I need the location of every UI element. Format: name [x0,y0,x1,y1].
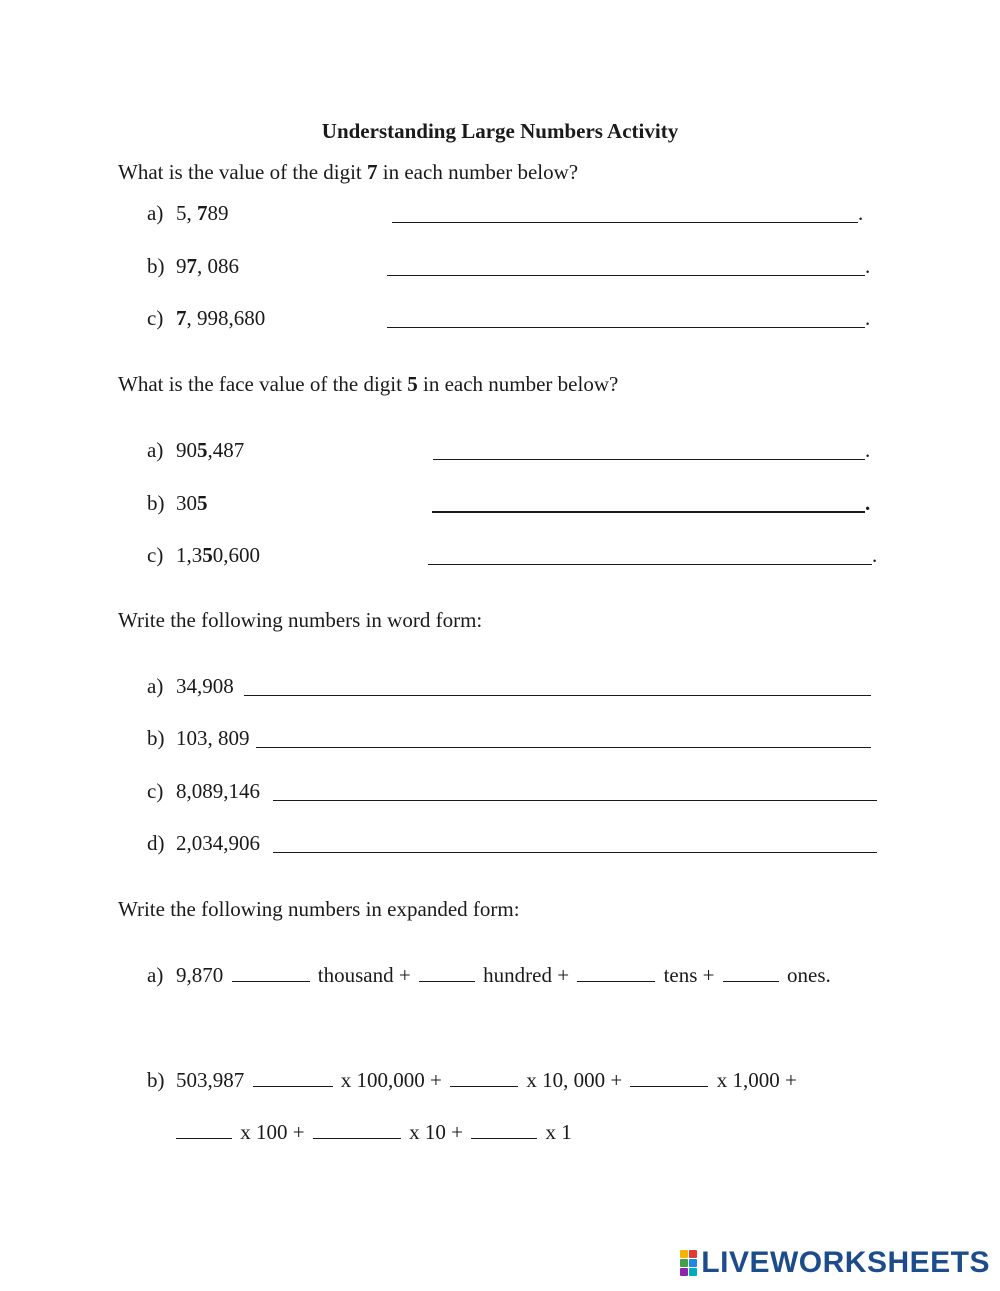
logo-block [680,1268,688,1276]
logo-block [680,1250,688,1258]
answer-line[interactable] [256,747,871,748]
page-title: Understanding Large Numbers Activity [321,119,679,143]
blank-tens[interactable] [577,980,655,982]
number-value: 8,089,146 [176,779,260,803]
item-label: a) [147,201,164,225]
period: . [865,254,871,278]
answer-line[interactable] [392,222,858,223]
answer-line[interactable] [433,459,865,460]
number-value: 905,487 [176,438,245,462]
number-value: 34,908 [176,674,234,698]
logo-block [689,1259,697,1267]
number-value: 1,350,600 [176,543,260,567]
blank-hundreds[interactable] [419,980,475,982]
period: . [872,543,878,567]
number-value: 305 [176,491,208,515]
number-value: 103, 809 [176,726,250,750]
answer-line[interactable] [387,275,865,276]
item-label: b) [147,726,165,750]
question-expanded-form: Write the following numbers in expanded form: [118,897,520,921]
blank-thousands[interactable] [630,1085,708,1087]
period: . [865,438,871,462]
number-value: 7, 998,680 [176,306,266,330]
blank-thousands[interactable] [232,980,310,982]
item-label: b) [147,491,165,515]
period: . [865,491,871,515]
number-value: 503,987 [176,1068,245,1092]
answer-line[interactable] [428,564,872,565]
item-label: a) [147,438,164,462]
item-label: c) [147,306,164,330]
number-value: 97, 086 [176,254,239,278]
item-label: c) [147,543,164,567]
logo-block [689,1268,697,1276]
period: . [865,306,871,330]
expanded-form-row-a: 9,870 thousand + hundred + tens + ones. [176,963,831,987]
logo-block [689,1250,697,1258]
expanded-form-row-b: 503,987 x 100,000 + x 10, 000 + x 1,000 + [176,1068,797,1092]
blank-ones[interactable] [471,1137,537,1139]
answer-line[interactable] [273,852,877,853]
logo-blocks-icon [680,1250,697,1276]
blank-hundreds[interactable] [176,1137,232,1139]
number-value: 5, 789 [176,201,229,225]
item-label: b) [147,1068,165,1092]
item-label: b) [147,254,165,278]
answer-line[interactable] [244,695,871,696]
liveworksheets-logo [680,1246,990,1279]
question-digit-value: What is the value of the digit 7 in each number below? [118,160,579,184]
expanded-form-row-b-cont: x 100 + x 10 + x 1 [176,1122,572,1143]
question-word-form: Write the following numbers in word form: [118,608,483,632]
number-value: 9,870 [176,963,224,987]
question-face-value: What is the face value of the digit 5 in each number below? [118,372,619,396]
logo-block [680,1259,688,1267]
blank-ten-thousands[interactable] [450,1085,518,1087]
item-label: d) [147,831,165,855]
brand-name: LIVEWORKSHEETS [701,1246,990,1279]
answer-line[interactable] [387,327,865,328]
item-label: a) [147,963,164,987]
blank-ones[interactable] [723,980,779,982]
item-label: c) [147,779,164,803]
answer-line[interactable] [273,800,877,801]
period: . [858,201,864,225]
answer-line[interactable] [432,511,865,513]
number-value: 2,034,906 [176,831,260,855]
blank-hundred-thousands[interactable] [253,1085,333,1087]
blank-tens[interactable] [313,1137,401,1139]
item-label: a) [147,674,164,698]
